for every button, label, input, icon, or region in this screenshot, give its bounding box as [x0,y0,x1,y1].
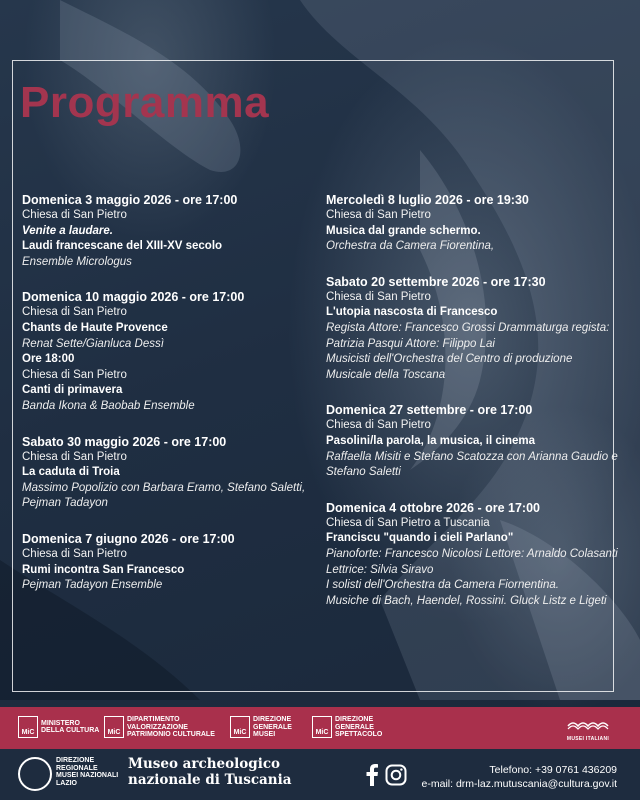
dipartimento-logo[interactable] [104,716,231,739]
events-column-right [326,192,618,628]
event-date: Mercoledì 8 luglio 2026 - ore 19:30 [326,193,529,207]
wave-icon [566,717,610,731]
event-place: Chiesa di San Pietro [22,209,127,221]
logo-label: DIREZIONE GENERALE SPETTACOLO [335,716,383,738]
event-item [326,274,618,384]
logo-label: MINISTERO DELLA CULTURA [41,719,100,734]
institution-logo-bar [0,707,640,749]
event-work: Rumi incontra San Francesco [22,563,185,576]
museum-name-line1: Museo archeologico [128,756,281,772]
instagram-icon[interactable] [385,764,407,786]
email-link[interactable]: e-mail: drm-laz.mutuscania@cultura.gov.it [421,778,617,790]
event-work: Pasolini/la parola, la musica, il cinema [326,434,536,447]
museum-name [128,756,292,788]
events-column-left [22,192,307,613]
spettacolo-logo[interactable] [312,716,391,739]
event-second-performers: Banda Ikona & Baobab Ensemble [22,399,195,412]
mic-mark-icon: MiC [312,716,332,738]
footer [0,749,640,800]
event-place: Chiesa di San Pietro [22,306,127,319]
event-item [22,434,307,512]
event-date: Domenica 10 maggio 2026 - ore 17:00 [22,290,245,305]
mic-mark-icon: MiC [230,716,250,738]
event-work: Musica dal grande schermo. [326,224,481,237]
event-date: Sabato 20 settembre 2026 - ore 17:30 [326,274,546,289]
event-item [326,500,618,610]
event-place: Chiesa di San Pietro [326,209,431,221]
contacts [416,763,617,791]
event-work: Laudi francescane del XIII-XV secolo [22,240,223,253]
event-work: La caduta di Troia [22,466,120,479]
event-place: Chiesa di San Pietro [22,450,127,463]
event-date: Domenica 4 ottobre 2026 - ore 17:00 [326,500,540,515]
event-performers-extra: Musicisti dell'Orchestra del Centro di produzione Musicale della Toscana [326,353,573,381]
musei-italiani-logo[interactable] [566,717,610,742]
event-performers: Pejman Tadayon Ensemble [22,579,163,592]
event-work: Franciscu "quando i cieli Parlano" [326,532,514,545]
event-date: Domenica 3 maggio 2026 - ore 17:00 [22,193,238,207]
social-links [365,764,407,786]
event-performers: Ensemble Micrologus [22,255,132,268]
event-performers: Regista Attore: Francesco Grossi Drammaturga regista: Patrizia Pasqui Attore: Filippo Lai [326,321,610,350]
event-item [22,289,307,414]
museum-name-line2: nazionale di Tuscania [128,772,292,788]
event-item [22,531,307,594]
mic-mark-icon: MiC [18,716,38,738]
event-second-place: Chiesa di San Pietro [22,368,127,381]
event-place: Chiesa di San Pietro [326,419,431,432]
event-date: Domenica 7 giugno 2026 - ore 17:00 [22,531,235,546]
musei-logo[interactable] [230,716,309,739]
page-title: Programma [20,78,270,127]
logo-label: MUSEI ITALIANI [566,736,610,742]
event-item [22,192,307,270]
event-date: Sabato 30 maggio 2026 - ore 17:00 [22,434,227,449]
event-place: Chiesa di San Pietro [326,290,431,303]
event-second-work: Canti di primavera [22,384,123,397]
region-label: DIREZIONE REGIONALE MUSEI NAZIONALI LAZIO [56,757,119,787]
event-performers: Renat Sette/Gianluca Dessì [22,337,164,350]
event-performers: Orchestra da Camera Fiorentina, [326,240,495,253]
event-place: Chiesa di San Pietro [22,547,127,560]
logo-label: DIREZIONE GENERALE MUSEI [253,716,292,738]
event-performers-extra: I solisti dell'Orchestra da Camera Fiornentina. [326,579,559,592]
facebook-icon[interactable] [365,764,379,786]
event-subtitle: Venite a laudare. [22,224,113,237]
event-item [326,192,618,255]
event-performers: Pianoforte: Francesco Nicolosi Lettore: Arnaldo Colasanti Lettrice: Silvia Siravo [326,547,618,576]
event-second-time: Ore 18:00 [22,353,75,366]
phone: Telefono: +39 0761 436209 [489,764,617,776]
event-work: L'utopia nascosta di Francesco [326,306,498,319]
ministero-logo[interactable] [18,716,103,738]
regional-emblem-icon [18,757,52,791]
event-program-notes: Musiche di Bach, Haendel, Rossini. Gluck Listz e Ligeti [326,594,607,607]
mic-mark-icon: MiC [104,716,124,738]
event-work: Chants de Haute Provence [22,321,168,334]
event-item [326,402,618,480]
event-date: Domenica 27 settembre - ore 17:00 [326,403,533,418]
event-performers: Raffaella Misiti e Stefano Scatozza con Arianna Gaudio e Stefano Saletti [326,450,618,479]
logo-label: DIPARTIMENTO VALORIZZAZIONE PATRIMONIO CULTURALE [127,716,215,738]
event-place: Chiesa di San Pietro a Tuscania [326,516,490,529]
event-performers: Massimo Popolizio con Barbara Eramo, Stefano Saletti, Pejman Tadayon [22,481,306,510]
